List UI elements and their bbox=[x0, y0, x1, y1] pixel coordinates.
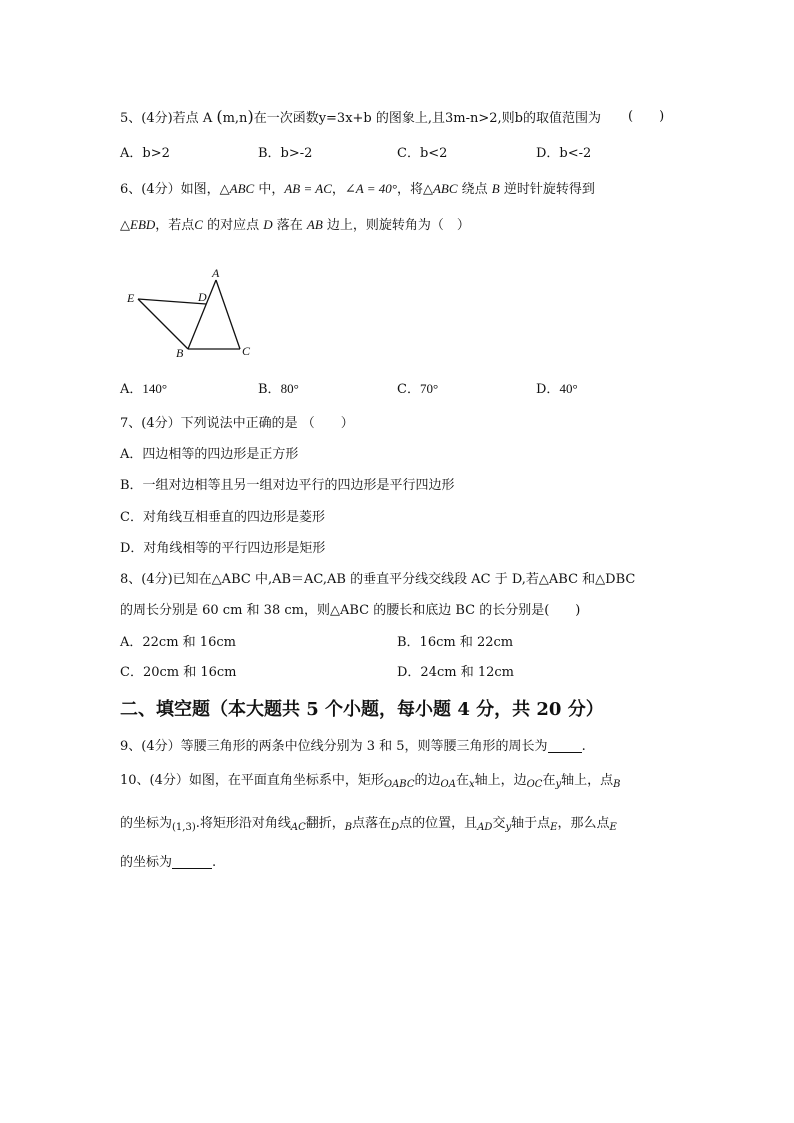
question-8-line-1: 8、(4分)已知在△ABC 中,AB＝AC,AB 的垂直平分线交线段 AC 于 D,若△ABC 和△DBC bbox=[120, 572, 636, 587]
q6-text: 6、(4分）如图， bbox=[120, 182, 220, 197]
q6-text: 逆时针旋转得到 bbox=[499, 182, 595, 197]
option-letter: B． bbox=[258, 382, 281, 397]
q6-text: ，将 bbox=[396, 182, 423, 197]
option-value: 140° bbox=[142, 381, 168, 396]
q6-text: 中， bbox=[254, 182, 285, 197]
q10-point-d: D bbox=[391, 822, 400, 833]
q6-triangle-abc: △ABC bbox=[219, 181, 255, 196]
question-7-stem: 7、(4分）下列说法中正确的是 （ ） bbox=[120, 416, 354, 431]
q10-point-e: E bbox=[550, 822, 558, 833]
q10-text: 点落在 bbox=[352, 816, 392, 831]
label-d: D bbox=[198, 290, 207, 304]
label-b: B bbox=[176, 346, 184, 360]
option-letter: D． bbox=[536, 382, 560, 397]
q6-text: 落在 bbox=[272, 218, 307, 233]
q6-triangle-ebd: △EBD bbox=[120, 217, 156, 232]
q10-segment-ac: AC bbox=[290, 822, 306, 833]
q10-text: 点的位置，且 bbox=[399, 816, 478, 831]
q7-option-b: B．一组对边相等且另一组对边平行的四边形是平行四边形 bbox=[120, 478, 455, 493]
q8-option-d: D．24cm 和 12cm bbox=[397, 665, 514, 680]
q10-end: . bbox=[212, 855, 217, 870]
q10-point-e: E bbox=[609, 822, 617, 833]
q5-prefix: 5、(4分)若点 A bbox=[120, 111, 217, 126]
q10-text: 的边 bbox=[414, 773, 441, 788]
q10-text: 10、(4分）如图，在平面直角坐标系中，矩形 bbox=[120, 773, 384, 788]
question-10-line-1 bbox=[120, 772, 621, 794]
q6-rotation-figure bbox=[120, 262, 270, 362]
q5-stem: 在一次函数y=3x+b 的图象上,且3m-n>2,则b的取值范围为 bbox=[253, 111, 601, 126]
question-10-line-2 bbox=[120, 815, 617, 837]
q6-figure-lines bbox=[138, 280, 240, 349]
q10-segment-oc: OC bbox=[526, 779, 543, 790]
q10-rect-oabc: OABC bbox=[383, 779, 415, 790]
q10-text: 的坐标为 bbox=[120, 855, 173, 870]
q10-axis-y: y bbox=[555, 779, 562, 790]
q5-point-paren-close: ) bbox=[247, 107, 254, 126]
q10-axis-y: y bbox=[505, 822, 512, 833]
q10-text: 翻折， bbox=[305, 816, 345, 831]
q7-option-d: D．对角线相等的平行四边形是矩形 bbox=[120, 541, 326, 556]
q10-text: ，那么点 bbox=[557, 816, 610, 831]
q6-point-d: D bbox=[263, 217, 273, 232]
q10-text: 在 bbox=[455, 773, 469, 788]
q9-end: . bbox=[581, 739, 586, 754]
segment-ac bbox=[216, 280, 240, 349]
q6-point-b: B bbox=[491, 181, 500, 196]
q9-answer-blank[interactable] bbox=[548, 740, 582, 753]
q10-text: 轴上，边 bbox=[474, 773, 527, 788]
q6-option-d bbox=[536, 380, 578, 399]
segment-ed bbox=[138, 299, 206, 304]
q6-point-c: C bbox=[194, 217, 203, 232]
q6-text: 绕点 bbox=[457, 182, 492, 197]
q5-option-a: A．b>2 bbox=[120, 146, 170, 161]
q10-coordinate: (1,3) bbox=[172, 822, 196, 833]
q10-text: 交 bbox=[492, 816, 506, 831]
q7-option-a: A．四边相等的四边形是正方形 bbox=[120, 447, 299, 462]
q6-text: 的对应点 bbox=[202, 218, 264, 233]
q8-option-b: B．16cm 和 22cm bbox=[397, 635, 514, 650]
option-value: 70° bbox=[419, 381, 439, 396]
q10-text: .将矩形沿对角线 bbox=[195, 816, 291, 831]
question-6-line-1 bbox=[120, 180, 595, 199]
label-c: C bbox=[242, 344, 251, 358]
q6-text: 边上，则旋转角为（ ） bbox=[322, 218, 470, 233]
question-9 bbox=[120, 738, 586, 756]
q6-triangle-abc: △ABC bbox=[422, 181, 458, 196]
segment-eb bbox=[138, 299, 188, 349]
option-letter: A． bbox=[120, 382, 143, 397]
option-value: 40° bbox=[559, 381, 578, 396]
q5-option-d: D．b<-2 bbox=[536, 146, 592, 161]
q6-angle: ∠A = 40° bbox=[344, 181, 397, 196]
q6-segment-ab: AB bbox=[306, 217, 323, 232]
q10-text: 轴于点 bbox=[511, 816, 551, 831]
question-10-line-3 bbox=[120, 854, 216, 872]
question-5 bbox=[120, 108, 601, 128]
q5-option-b: B．b>-2 bbox=[258, 146, 313, 161]
q10-text: 的坐标为 bbox=[120, 816, 173, 831]
q10-text: 轴上，点 bbox=[561, 773, 614, 788]
q8-option-a: A．22cm 和 16cm bbox=[120, 635, 236, 650]
q5-answer-paren: ( ) bbox=[628, 109, 665, 124]
section-2-title: 二、填空题（本大题共 5 个小题，每小题 4 分，共 20 分） bbox=[120, 699, 604, 720]
q6-text: ， bbox=[331, 182, 345, 197]
q10-answer-blank[interactable] bbox=[172, 856, 212, 869]
q7-option-c: C．对角线互相垂直的四边形是菱形 bbox=[120, 510, 325, 525]
q6-equation: AB = AC bbox=[284, 181, 332, 196]
q6-text: ，若点 bbox=[155, 218, 195, 233]
q10-axis-x: x bbox=[468, 779, 475, 790]
option-letter: C． bbox=[397, 382, 420, 397]
q5-point-args: m,n bbox=[222, 111, 248, 126]
q6-option-c bbox=[397, 380, 438, 399]
label-e: E bbox=[127, 291, 135, 305]
q10-segment-oa: OA bbox=[440, 779, 456, 790]
q6-option-b bbox=[258, 380, 299, 399]
q5-point-paren: ( bbox=[216, 107, 223, 126]
question-6-line-2 bbox=[120, 216, 470, 235]
q10-point-b: B bbox=[613, 779, 621, 790]
q9-stem: 9、(4分）等腰三角形的两条中位线分别为 3 和 5，则等腰三角形的周长为 bbox=[120, 739, 548, 754]
q10-text: 在 bbox=[542, 773, 556, 788]
q10-segment-ad: AD bbox=[477, 822, 493, 833]
option-value: 80° bbox=[280, 381, 299, 396]
q6-option-a bbox=[120, 380, 167, 399]
q8-option-c: C．20cm 和 16cm bbox=[120, 665, 237, 680]
question-8-line-2: 的周长分别是 60 cm 和 38 cm，则△ABC 的腰长和底边 BC 的长分别是( ) bbox=[120, 603, 581, 618]
q10-point-b: B bbox=[344, 822, 353, 833]
q5-option-c: C．b<2 bbox=[397, 146, 448, 161]
label-a: A bbox=[212, 266, 220, 280]
